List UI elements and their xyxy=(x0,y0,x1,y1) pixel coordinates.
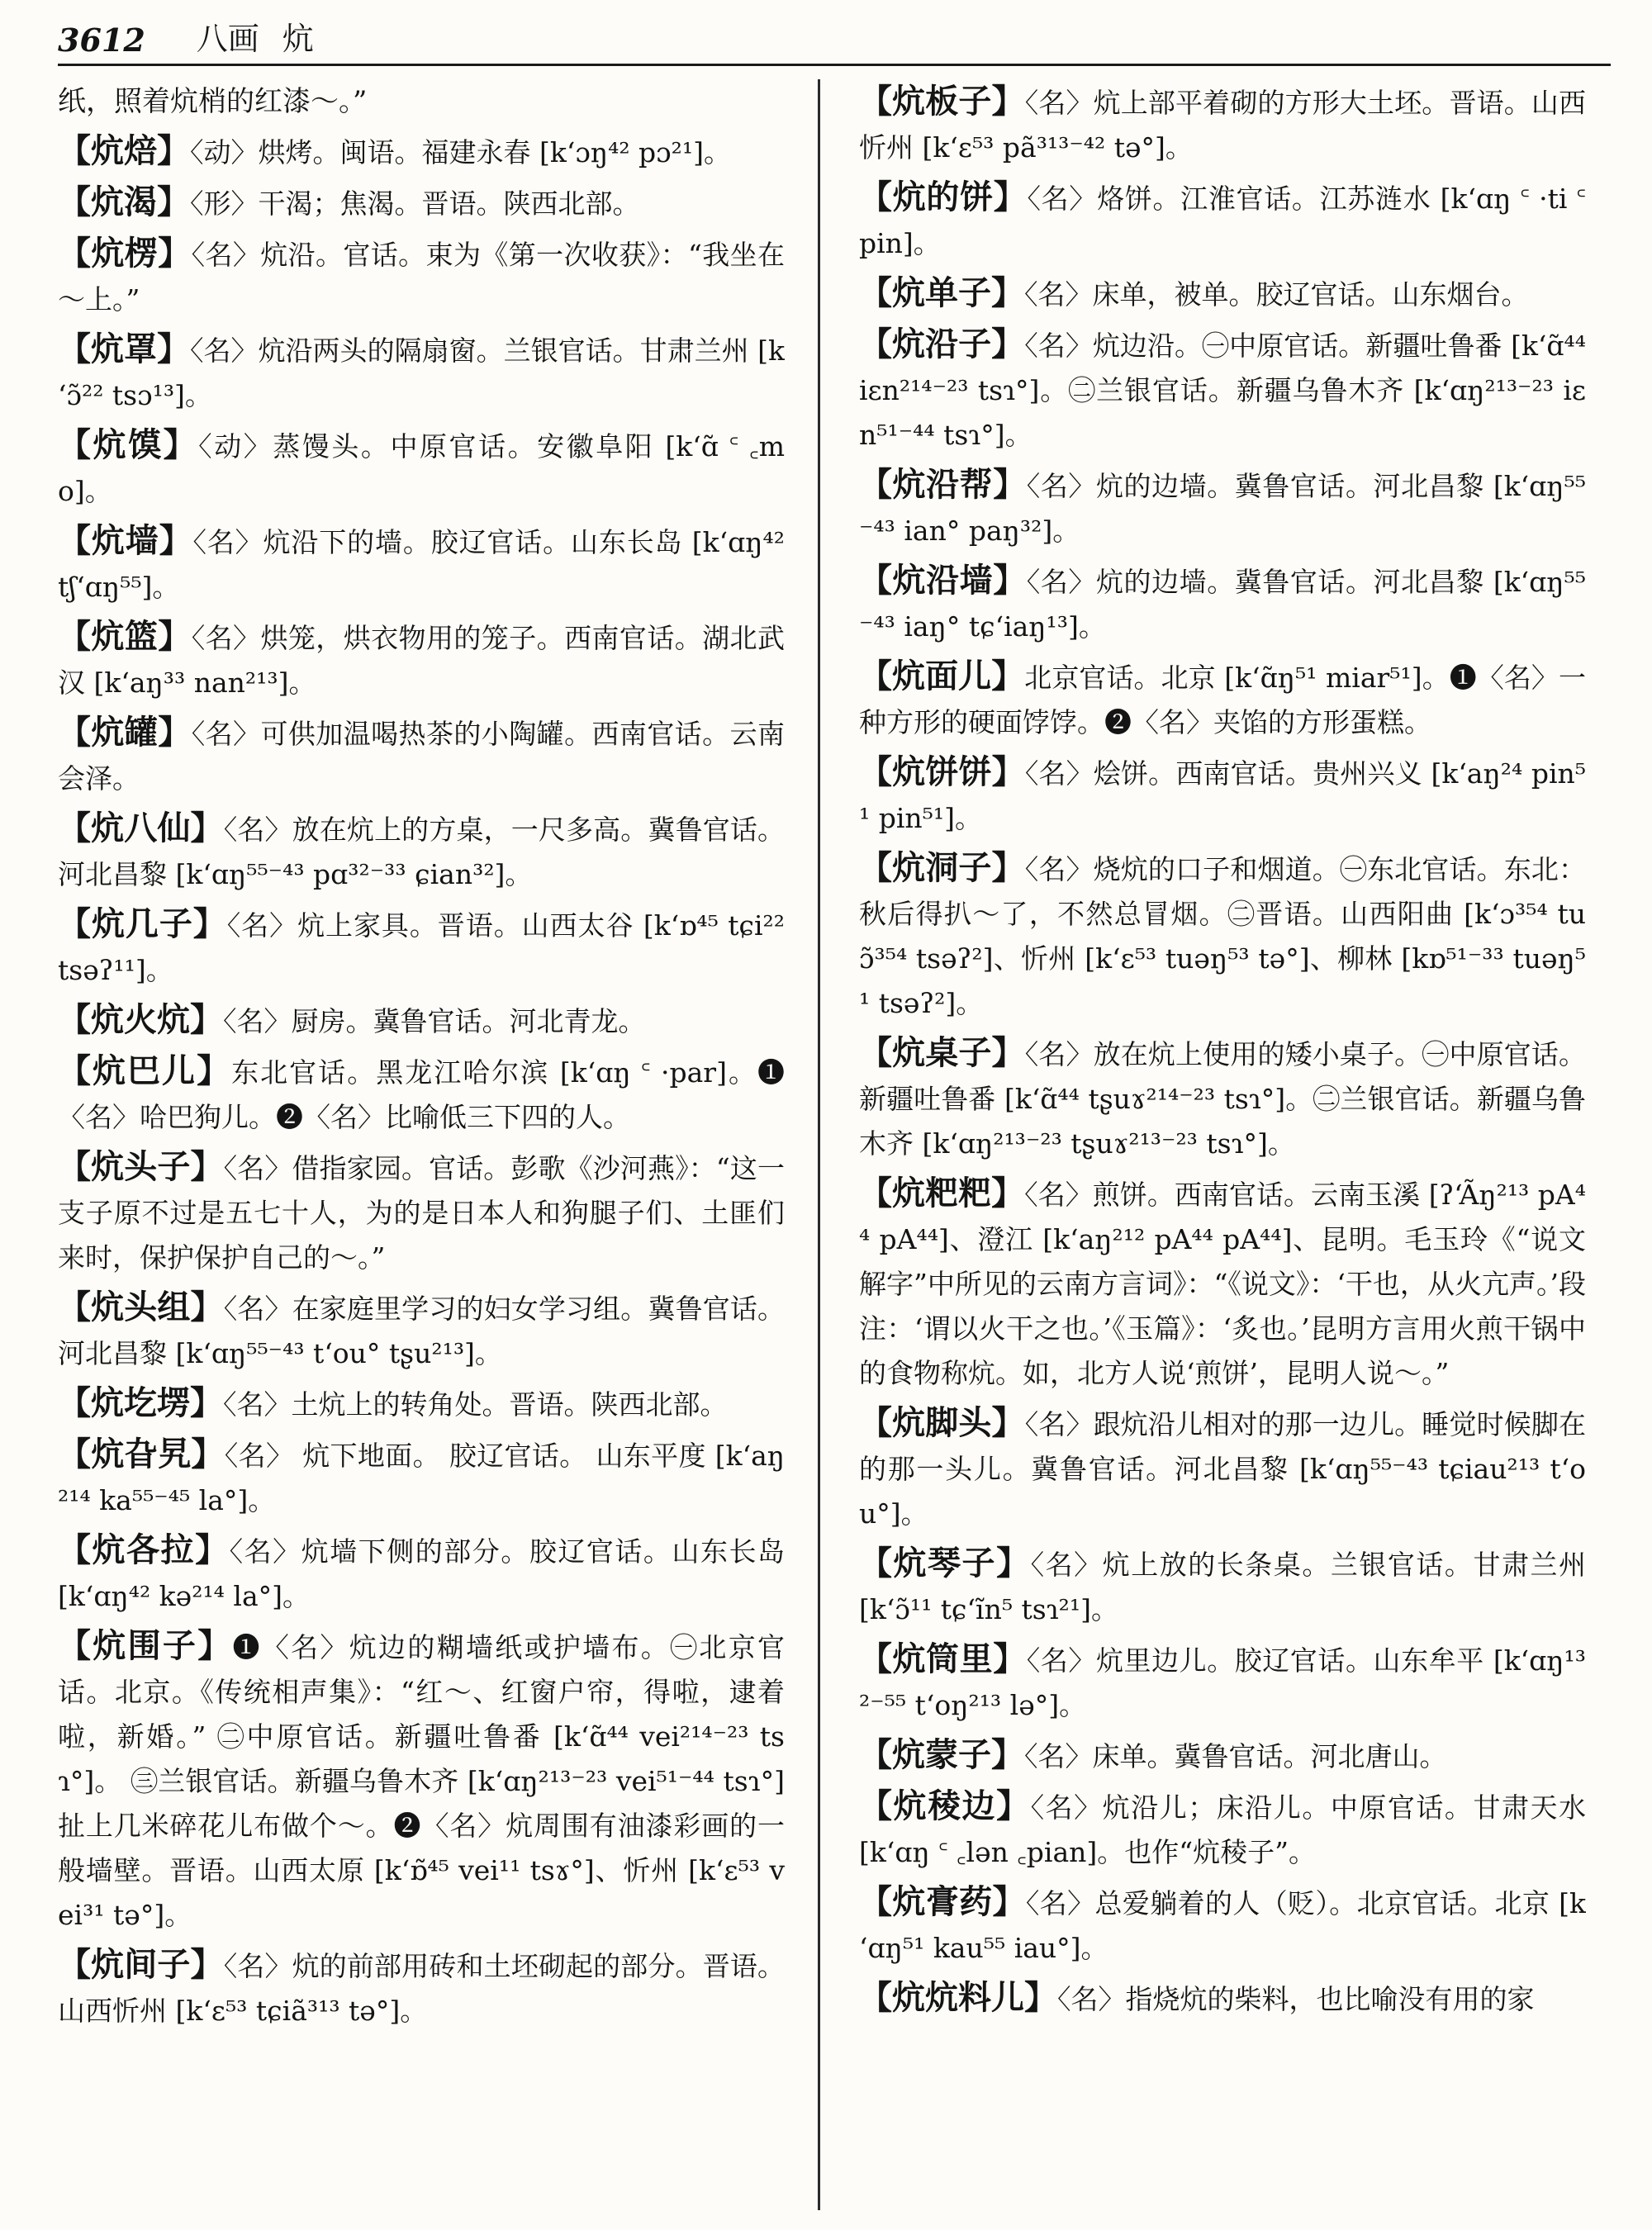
dictionary-entry xyxy=(859,1976,1586,2022)
entry-definition: 〈名〉床单，被单。胶辽官话。山东烟台。 xyxy=(1024,278,1529,311)
dictionary-entry xyxy=(859,79,1586,170)
entry-definition: 〈名〉可供加温喝热茶的小陶罐。西南官话。云南会泽。 xyxy=(58,718,785,795)
entry-definition: 〈名〉土炕上的转角处。晋语。陕西北部。 xyxy=(223,1388,728,1421)
entry-headword: 【炕单子】 xyxy=(859,273,1024,312)
entry-headword: 【炕粑粑】 xyxy=(859,1174,1025,1212)
page-header xyxy=(58,18,1611,66)
dictionary-entry xyxy=(859,558,1586,649)
entry-headword: 【炕围子】 xyxy=(58,1626,233,1665)
entry-headword: 【炕间子】 xyxy=(58,1945,224,1984)
entry-headword: 【炕沿子】 xyxy=(859,325,1025,363)
dictionary-entry xyxy=(859,1401,1586,1536)
entry-definition: 〈名〉放在炕上的方桌，一尺多高。冀鲁官话。河北昌黎 [kʻɑŋ⁵⁵⁻⁴³ pɑ³²⁻³³ ɕian³²]。 xyxy=(58,814,785,890)
entry-headword: 【炕八仙】 xyxy=(58,809,224,847)
entry-definition: 〈名〉厨房。冀鲁官话。河北青龙。 xyxy=(223,1005,646,1037)
entry-definition: 〈名〉床单。冀鲁官话。河北唐山。 xyxy=(1024,1740,1447,1772)
entry-headword: 【炕墙】 xyxy=(58,521,193,560)
dictionary-entry xyxy=(58,423,785,514)
dictionary-entry xyxy=(58,519,785,610)
left-entry-list xyxy=(58,129,785,2033)
entry-definition: 〈名〉 炕下地面。 胶辽官话。 山东平度 [kʻaŋ²¹⁴ ka⁵⁵⁻⁴⁵ la°]。 xyxy=(58,1440,785,1516)
entry-headword: 【炕旮旯】 xyxy=(58,1435,225,1473)
entry-headword: 【炕洞子】 xyxy=(859,848,1025,887)
entry-definition: 〈名〉炕上放的长条桌。兰银官话。甘肃兰州 [kʻɔ̃¹¹ tɕʻĩn⁵ tsɿ²¹]。 xyxy=(859,1549,1586,1625)
entry-headword: 【炕楞】 xyxy=(58,234,192,273)
entry-definition: 〈名〉炕沿。官话。束为《第一次收获》：“我坐在～上。” xyxy=(58,239,785,316)
entry-headword: 【炕稜边】 xyxy=(859,1786,1031,1825)
entry-definition: 〈名〉烩饼。西南官话。贵州兴义 [kʻaŋ²⁴ pin⁵¹ pin⁵¹]。 xyxy=(859,757,1586,834)
head-character: 炕 xyxy=(282,21,314,57)
dictionary-entry xyxy=(859,1171,1586,1396)
dictionary-entry xyxy=(58,998,785,1044)
dictionary-entry xyxy=(859,1637,1586,1728)
dictionary-entry xyxy=(58,614,785,705)
dictionary-entry xyxy=(859,654,1586,745)
entry-headword: 【炕沿墙】 xyxy=(859,561,1027,600)
dictionary-entry xyxy=(859,1880,1586,1971)
entry-definition: 东北官话。黑龙江哈尔滨 [kʻɑŋ ꜂ ·par]。❶〈名〉哈巴狗儿。❷〈名〉比喻低三下四的人。 xyxy=(58,1056,785,1133)
entry-definition: 〈名〉炕沿下的墙。胶辽官话。山东长岛 [kʻɑŋ⁴² tʃʻɑŋ⁵⁵]。 xyxy=(58,526,785,603)
entry-headword: 【炕炕料儿】 xyxy=(859,1978,1057,2017)
entry-definition: 〈名〉总爱躺着的人（贬）。北京官话。北京 [kʻɑŋ⁵¹ kau⁵⁵ iau°]。 xyxy=(859,1887,1586,1964)
column-divider xyxy=(818,79,820,2210)
dictionary-entry xyxy=(58,710,785,801)
entry-headword: 【炕头组】 xyxy=(58,1288,224,1326)
entry-headword: 【炕桌子】 xyxy=(859,1033,1025,1072)
entry-definition: 〈名〉烙饼。江淮官话。江苏涟水 [kʻɑŋ ꜂ ·ti ꜂pin]。 xyxy=(859,183,1586,259)
entry-definition: 〈名〉放在炕上使用的矮小桌子。㊀中原官话。新疆吐鲁番 [kʻɑ̃⁴⁴ tʂuɤ²¹⁴⁻²³ tsɿ°]。㊁兰银官话。新疆乌鲁木齐 [kʻɑŋ²¹³⁻²³ tʂuɤ²¹³⁻²³ tsɿ°]。 xyxy=(859,1038,1586,1160)
entry-definition: 〈名〉炕墙下侧的部分。胶辽官话。山东长岛 [kʻɑŋ⁴² kə²¹⁴ la°]。 xyxy=(58,1535,785,1612)
dictionary-entry xyxy=(58,1624,785,1938)
dictionary-entry xyxy=(859,1031,1586,1166)
entry-headword: 【炕面儿】 xyxy=(859,657,1025,695)
right-column xyxy=(859,79,1586,2213)
entry-headword: 【炕头子】 xyxy=(58,1147,224,1186)
entry-definition: 〈形〉干渴；焦渴。晋语。陕西北部。 xyxy=(190,187,640,220)
dictionary-entry xyxy=(859,846,1586,1026)
entry-definition: 〈动〉烘烤。闽语。福建永春 [kʻɔŋ⁴² pɔ²¹]。 xyxy=(190,136,731,168)
entry-definition: 北京官话。北京 [kʻɑ̃ŋ⁵¹ miar⁵¹]。❶〈名〉一种方形的硬面饽饽。❷〈名〉夹馅的方形蛋糕。 xyxy=(859,662,1586,738)
entry-headword: 【炕圪塄】 xyxy=(58,1383,223,1422)
dictionary-entry xyxy=(58,1381,785,1427)
entry-definition: 〈名〉炕沿儿；床沿儿。中原官话。甘肃天水 [kʻɑŋ ꜂ ꜀lən ꜀pian]。也作“炕稜子”。 xyxy=(859,1791,1586,1868)
entry-definition: 〈名〉跟炕沿儿相对的那一边儿。睡觉时候脚在的那一头儿。冀鲁官话。河北昌黎 [kʻɑŋ⁵⁵⁻⁴³ tɕiau²¹³ tʻou°]。 xyxy=(859,1408,1586,1530)
entry-headword: 【炕焙】 xyxy=(58,131,190,170)
dictionary-entry xyxy=(859,750,1586,841)
stroke-label: 八画 xyxy=(196,21,259,57)
entry-headword: 【炕琴子】 xyxy=(859,1544,1031,1582)
entry-definition: 〈名〉烧炕的口子和烟道。㊀东北官话。东北：秋后得扒～了，不然总冒烟。㊁晋语。山西阳曲 [kʻɔ³⁵⁴ tuɔ̃³⁵⁴ tsəʔ²]、忻州 [kʻɛ⁵³ tuəŋ⁵³ tə°]、柳林 [kɒ⁵¹⁻³³ tuəŋ⁵¹ tsəʔ²]。 xyxy=(859,853,1586,1019)
left-column xyxy=(58,79,785,2213)
dictionary-entry xyxy=(58,902,785,993)
dictionary-entry xyxy=(859,463,1586,553)
entry-headword: 【炕饼饼】 xyxy=(859,752,1025,791)
entry-definition: 〈名〉炕边沿。㊀中原官话。新疆吐鲁番 [kʻɑ̃⁴⁴ iɛn²¹⁴⁻²³ tsɿ°]。㊁兰银官话。新疆乌鲁木齐 [kʻɑŋ²¹³⁻²³ iɛn⁵¹⁻⁴⁴ tsɿ°]。 xyxy=(859,330,1586,451)
entry-headword: 【炕罩】 xyxy=(58,330,191,368)
entry-headword: 【炕筒里】 xyxy=(859,1639,1027,1678)
entry-definition: 〈名〉炕上部平着砌的方形大土坯。晋语。山西忻州 [kʻɛ⁵³ pã³¹³⁻⁴² tə°]。 xyxy=(859,87,1586,164)
entry-headword: 【炕各拉】 xyxy=(58,1530,230,1569)
entry-definition: 〈名〉炕的边墙。冀鲁官话。河北昌黎 [kʻɑŋ⁵⁵⁻⁴³ iaŋ° tɕʻiaŋ¹³]。 xyxy=(859,566,1586,643)
continuation-text: 纸，照着炕梢的红漆～。” xyxy=(58,85,368,118)
entry-definition: 〈名〉炕的边墙。冀鲁官话。河北昌黎 [kʻɑŋ⁵⁵⁻⁴³ ian° paŋ³²]。 xyxy=(859,470,1586,547)
dictionary-entry xyxy=(859,1541,1586,1632)
dictionary-entry xyxy=(58,1528,785,1619)
entry-headword: 【炕板子】 xyxy=(859,82,1025,121)
dictionary-entry xyxy=(58,1285,785,1376)
entry-definition: 〈名〉炕的前部用砖和土坯砌起的部分。晋语。山西忻州 [kʻɛ⁵³ tɕiã³¹³ tə°]。 xyxy=(58,1950,785,2027)
dictionary-entry xyxy=(58,1145,785,1280)
dictionary-entry xyxy=(859,322,1586,458)
entry-headword: 【炕的饼】 xyxy=(859,178,1028,216)
entry-headword: 【炕蒙子】 xyxy=(859,1735,1024,1774)
dictionary-entry xyxy=(859,1733,1586,1779)
entry-headword: 【炕篮】 xyxy=(58,617,192,656)
dictionary-entry xyxy=(58,231,785,322)
entry-definition: 〈名〉在家庭里学习的妇女学习组。冀鲁官话。河北昌黎 [kʻɑŋ⁵⁵⁻⁴³ tʻou° tʂu²¹³]。 xyxy=(58,1293,785,1369)
entry-definition: ❶〈名〉炕边的糊墙纸或护墙布。㊀北京官话。北京。《传统相声集》：“红～、红窗户帘，得啦，逮着啦，新婚。” ㊁中原官话。新疆吐鲁番 [kʻɑ̃⁴⁴ vei²¹⁴⁻²³ tsɿ°]。 ㊂兰银官话。新疆乌鲁木齐 [kʻɑŋ²¹³⁻²³ vei⁵¹⁻⁴⁴ tsɿ°] 扯上几米碎花儿布做个～。❷〈名〉炕周围有油漆彩画的一般墙壁。晋语。山西太原 [kʻɒ̃⁴⁵ vei¹¹ tsɤ°]、忻州 [kʻɛ⁵³ vei³¹ tə°]。 xyxy=(58,1631,785,1931)
dictionary-entry xyxy=(58,1049,785,1140)
entry-definition: 〈名〉烘笼，烘衣物用的笼子。西南官话。湖北武汉 [kʻaŋ³³ nan²¹³]。 xyxy=(58,622,785,699)
entry-definition: 〈名〉指烧炕的柴料，也比喻没有用的家 xyxy=(1057,1983,1535,2015)
dictionary-entry xyxy=(58,806,785,897)
entry-definition: 〈名〉炕上家具。晋语。山西太谷 [kʻɒ⁴⁵ tɕi²² tsəʔ¹¹]。 xyxy=(58,909,785,986)
entry-definition: 〈名〉炕里边儿。胶辽官话。山东牟平 [kʻɑŋ¹³²⁻⁵⁵ tʻoŋ²¹³ lə°]。 xyxy=(859,1644,1586,1721)
entry-headword: 【炕膏药】 xyxy=(859,1882,1026,1921)
entry-headword: 【炕几子】 xyxy=(58,904,227,943)
dictionary-entry xyxy=(58,327,785,418)
dictionary-entry xyxy=(58,1432,785,1523)
right-entry-list xyxy=(859,79,1586,2022)
dictionary-entry xyxy=(859,175,1586,266)
entry-headword: 【炕馍】 xyxy=(58,425,199,464)
entry-headword: 【炕渴】 xyxy=(58,183,190,221)
entry-definition: 〈动〉蒸馒头。中原官话。安徽阜阳 [kʻɑ̃ ꜂ ꜀mo]。 xyxy=(58,430,785,507)
dictionary-entry xyxy=(859,271,1586,317)
entry-headword: 【炕沿帮】 xyxy=(859,465,1027,504)
entry-headword: 【炕脚头】 xyxy=(859,1403,1025,1442)
entry-definition: 〈名〉煎饼。西南官话。云南玉溪 [ʔʻÃŋ²¹³ pA⁴⁴ pA⁴⁴]、澄江 [kʻaŋ²¹² pA⁴⁴ pA⁴⁴]、昆明。毛玉玲《“说文解字”中所见的云南方言词》：“《说文》：‘干也，从火亢声。’段注：‘谓以火干之也。’《玉篇》：‘炙也。’昆明方言用火煎干锅中的食物称炕。如，北方人说‘煎饼’，昆明人说～。” xyxy=(859,1179,1586,1389)
dictionary-entry xyxy=(58,129,785,175)
page-number: 3612 xyxy=(58,21,145,59)
dictionary-entry xyxy=(58,180,785,226)
entry-headword: 【炕火炕】 xyxy=(58,1000,223,1039)
entry-headword: 【炕巴儿】 xyxy=(58,1051,232,1090)
dictionary-entry xyxy=(58,1943,785,2033)
entry-definition: 〈名〉借指家园。官话。彭歌《沙河燕》：“这一支子原不过是五七十人，为的是日本人和狗腿子们、土匪们来时，保护保护自己的～。” xyxy=(58,1152,785,1274)
dictionary-entry xyxy=(859,1784,1586,1875)
entry-headword: 【炕罐】 xyxy=(58,713,192,752)
entry-definition: 〈名〉炕沿两头的隔扇窗。兰银官话。甘肃兰州 [kʻɔ̃²² tsɔ¹³]。 xyxy=(58,334,785,411)
